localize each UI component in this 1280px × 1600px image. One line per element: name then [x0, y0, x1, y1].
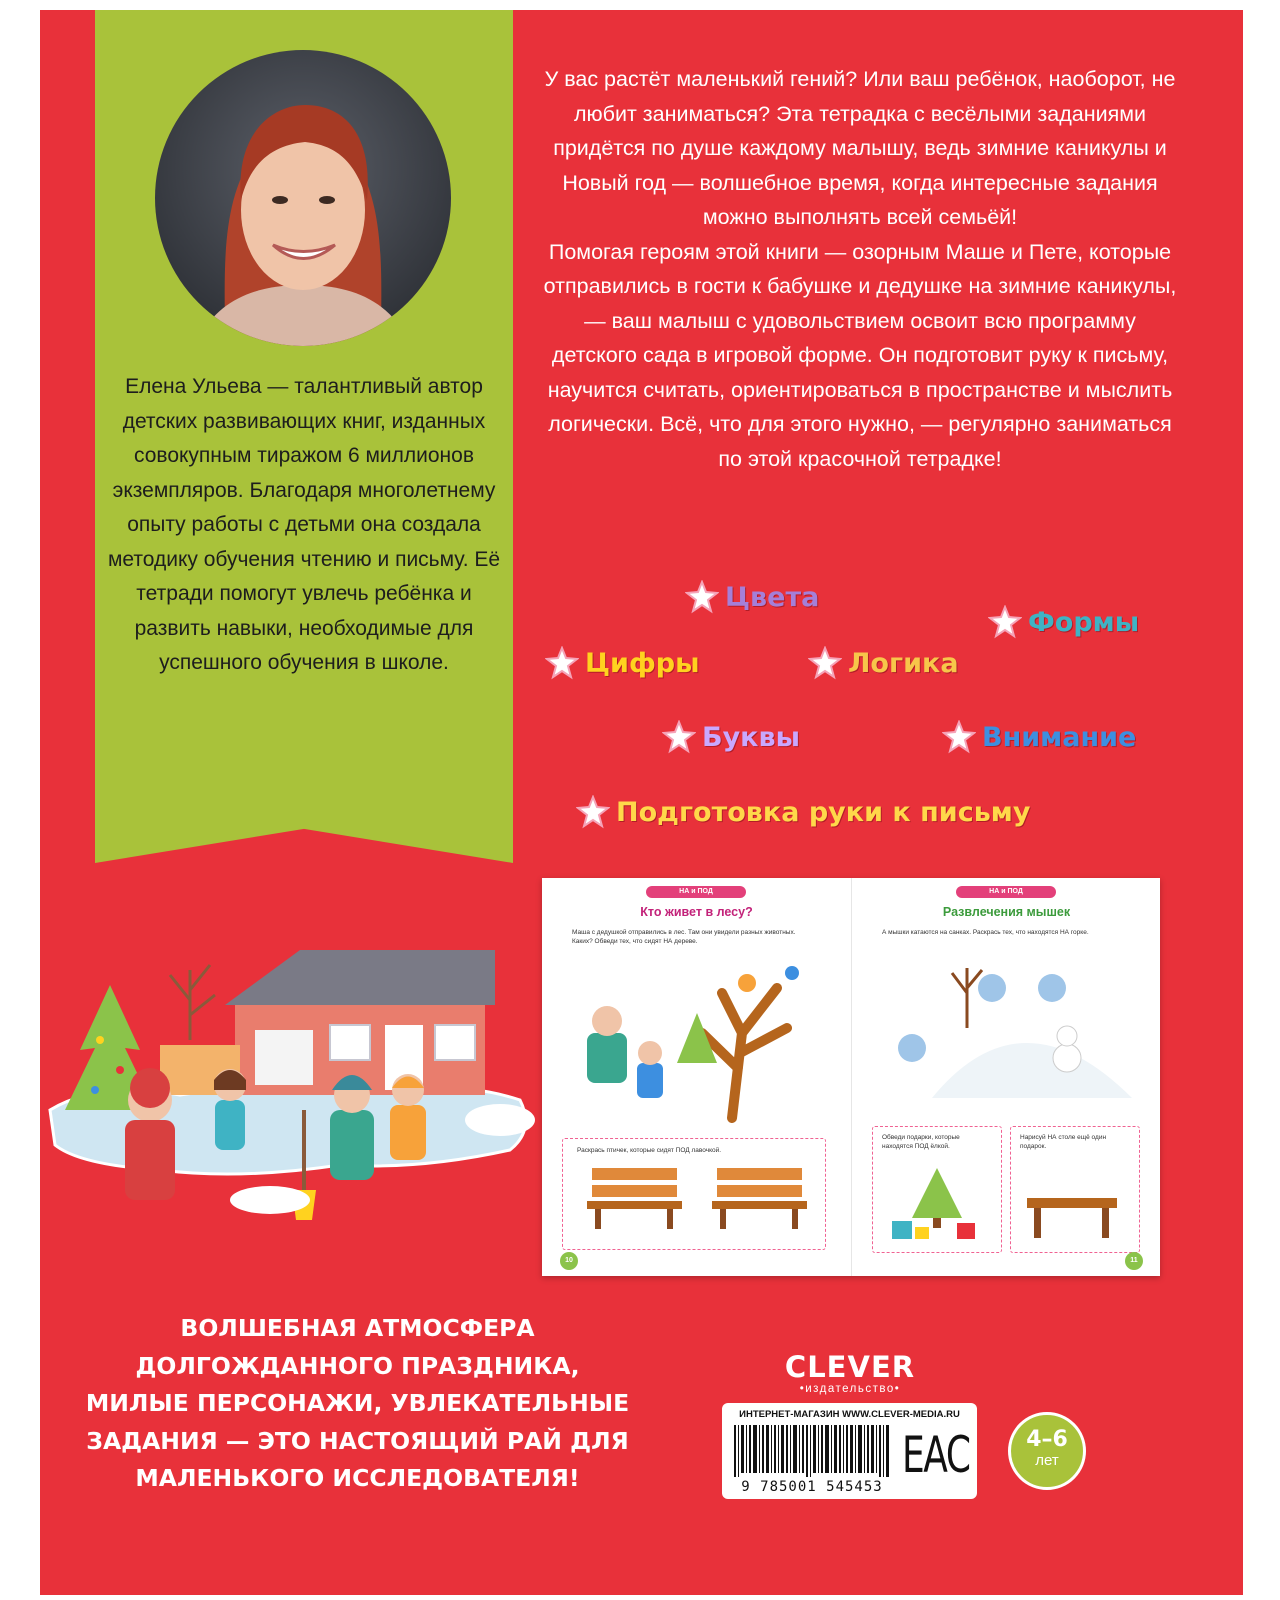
christmas-tree-gifts-illustration	[887, 1163, 987, 1243]
publisher-logo	[770, 1352, 930, 1396]
star-icon	[988, 605, 1022, 639]
description-paragraph: Помогая героям этой книги — озорным Маше и Пете, которые отправились в гости к бабушке и дедушке на зимние каникулы, — ваш малыш с удовольствием освоит всю программу детского сада в игровой форме. Он подготовит руку к письму, научится считать, ориентироваться в пространстве и мыслить логически. Всё, что для этого нужно, — регулярно заниматься по этой красочной тетрадке!	[543, 239, 1177, 471]
page-tag: НА и ПОД	[646, 886, 746, 898]
tagline: ВОЛШЕБНАЯ АТМОСФЕРА ДОЛГОЖДАННОГО ПРАЗДНИКА, МИЛЫЕ ПЕРСОНАЖИ, УВЛЕКАТЕЛЬНЫЕ ЗАДАНИЯ — ЭТО НАСТОЯЩИЙ РАЙ ДЛЯ МАЛЕНЬКОГО ИССЛЕДОВАТЕЛЯ!	[85, 1314, 630, 1492]
publisher-subtitle: •издательство•	[799, 1383, 901, 1395]
skill-logic	[808, 646, 959, 680]
forest-illustration	[562, 953, 832, 1123]
star-icon	[942, 720, 976, 754]
skill-shapes	[988, 605, 1139, 639]
skill-handwriting	[576, 795, 1030, 829]
skill-label: Цифры	[585, 647, 700, 679]
winter-scene-illustration	[40, 930, 540, 1230]
star-icon	[576, 795, 610, 829]
book-spread-preview	[542, 878, 1160, 1276]
age-unit: лет	[1035, 1452, 1059, 1469]
skill-label: Логика	[848, 647, 959, 679]
page-title: Кто живет в лесу?	[640, 905, 753, 919]
skill-letters	[662, 720, 800, 754]
author-bio: Елена Ульева — талантливый автор детских развивающих книг, изданных совокупным тиражом 6 миллионов экземпляров. Благодаря многолетнему опыту работы с детьми она создала методику обучения чтению и письму. Её тетради помогут увлечь ребёнка и развить навыки, необходимые для успешного обучения в школе.	[107, 375, 501, 674]
barcode-panel	[722, 1403, 977, 1499]
page-task-text: Нарисуй НА столе ещё один подарок.	[1020, 1134, 1107, 1150]
skill-label: Буквы	[702, 721, 801, 753]
skill-attention	[942, 720, 1136, 754]
table-illustration	[1022, 1193, 1122, 1243]
book-back-cover	[40, 10, 1243, 1595]
barcode-icon	[734, 1425, 894, 1477]
description-paragraph: У вас растёт маленький гений? Или ваш ребёнок, наоборот, не любит заниматься? Эта тетрадка с весёлыми заданиями придётся по душе каждому малышу, ведь зимние каникулы и Новый год — волшебное время, когда интересные задания можно выполнять всей семьёй!	[544, 67, 1176, 229]
page-task-text: А мышки катаются на санках. Раскрась тех, что находятся НА горке.	[882, 929, 1089, 936]
spread-left-page	[542, 878, 851, 1276]
star-icon	[662, 720, 696, 754]
mice-sledding-illustration	[872, 948, 1142, 1118]
skill-label: Внимание	[982, 721, 1137, 753]
shop-url: ИНТЕРНЕТ-МАГАЗИН WWW.CLEVER-MEDIA.RU	[739, 1409, 960, 1420]
skill-label: Подготовка руки к письму	[616, 796, 1031, 828]
page-number: 10	[560, 1252, 578, 1270]
author-photo	[155, 50, 451, 346]
publisher-name: CLEVER	[784, 1350, 916, 1384]
skill-label: Цвета	[725, 581, 820, 613]
skill-colors	[685, 580, 819, 614]
eac-certification-mark: EAC	[902, 1426, 970, 1484]
page-title: Развлечения мышек	[942, 905, 1071, 919]
age-range: 4–6	[1026, 1427, 1068, 1452]
benches-illustration	[587, 1163, 817, 1233]
page-task-text: Маша с дедушкой отправились в лес. Там они увидели разных животных. Каких? Обведи тех, что сидят НА дереве.	[572, 929, 796, 945]
skill-numbers	[545, 646, 700, 680]
skill-label: Формы	[1028, 606, 1140, 638]
page-number: 11	[1125, 1252, 1143, 1270]
page-task-text: Раскрась птичек, которые сидят ПОД лавочкой.	[577, 1147, 722, 1154]
star-icon	[545, 646, 579, 680]
page-task-text: Обведи подарки, которые находятся ПОД ёлкой.	[882, 1134, 960, 1150]
star-icon	[808, 646, 842, 680]
spread-right-page	[851, 878, 1160, 1276]
book-description	[540, 62, 1180, 476]
age-badge	[1008, 1412, 1086, 1490]
isbn-number: 9 785001 545453	[741, 1479, 883, 1495]
page-tag: НА и ПОД	[956, 886, 1056, 898]
star-icon	[685, 580, 719, 614]
